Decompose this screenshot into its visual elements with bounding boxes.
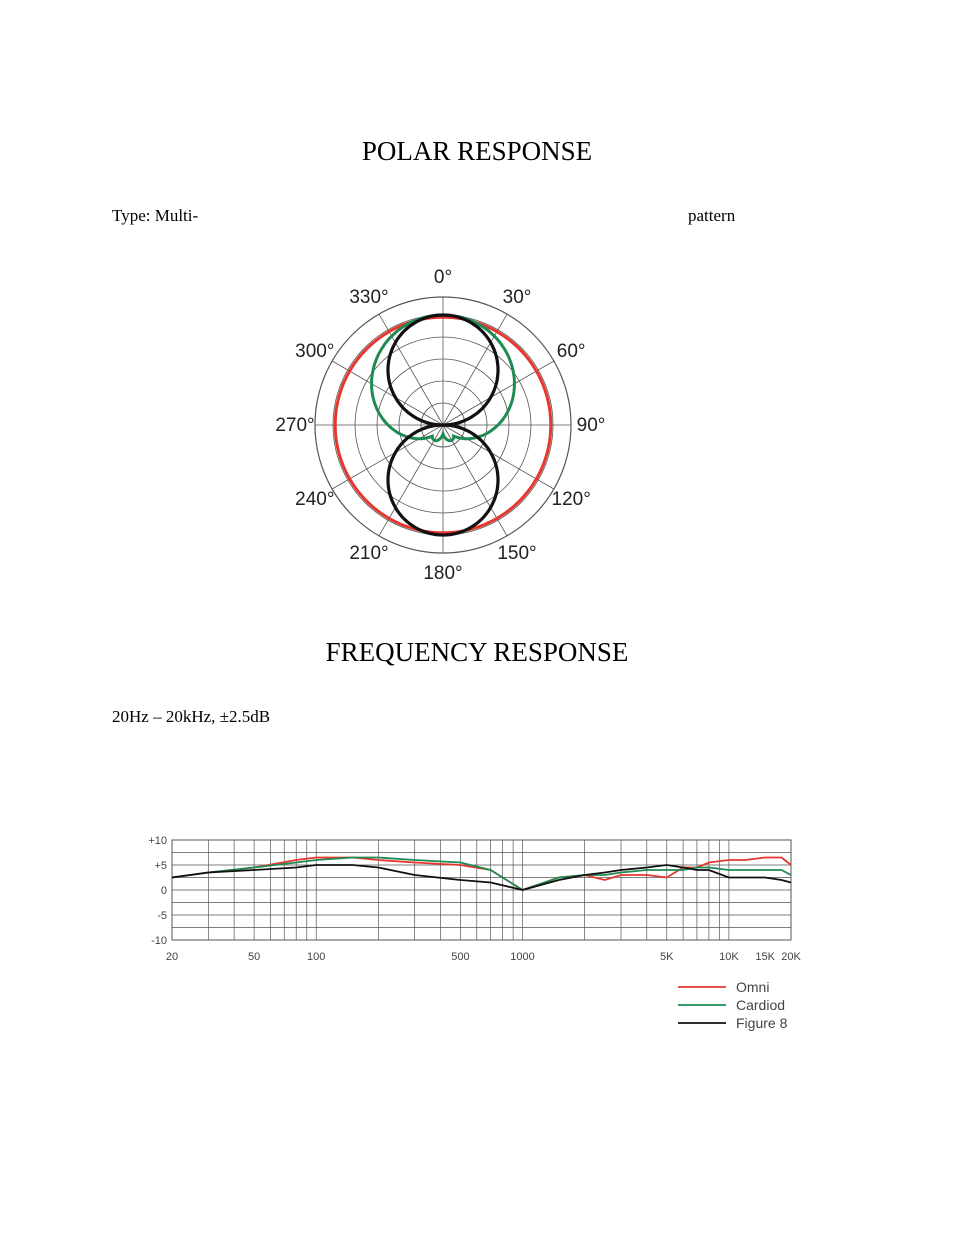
frequency-response-chart <box>135 830 815 1040</box>
polar-angle-label: 90° <box>576 415 606 436</box>
freq-legend-label: Cardiod <box>736 997 786 1013</box>
freq-x-tick-label: 20 <box>165 951 179 963</box>
polar-angle-label: 240° <box>295 489 335 510</box>
freq-x-tick-label: 100 <box>307 951 326 963</box>
frequency-range-text: 20Hz – 20kHz, ±2.5dB <box>112 707 271 726</box>
frequency-response-heading: FREQUENCY RESPONSE <box>325 637 629 667</box>
polar-angle-label: 210° <box>349 543 389 565</box>
freq-x-tick-label: 15K <box>755 951 776 963</box>
freq-legend-label: Figure 8 <box>736 1015 788 1031</box>
polar-angle-label: 30° <box>502 286 532 308</box>
freq-y-tick-label: -10 <box>151 935 167 947</box>
type-label: Type: Multi- <box>112 206 199 225</box>
polar-angle-label: 60° <box>556 341 586 362</box>
freq-y-tick-label: -5 <box>157 910 167 922</box>
freq-y-tick-label: +10 <box>148 835 167 847</box>
freq-series-omni <box>172 858 791 891</box>
polar-angle-label: 0° <box>433 268 453 288</box>
polar-response-chart <box>260 268 630 588</box>
freq-y-tick-label: 0 <box>160 885 167 897</box>
freq-x-tick-label: 50 <box>247 951 261 963</box>
polar-angle-label: 300° <box>295 341 335 362</box>
freq-x-tick-label: 20K <box>781 951 801 963</box>
polar-angle-label: 270° <box>275 415 315 436</box>
freq-x-tick-label: 5K <box>660 951 674 963</box>
polar-response-heading: POLAR RESPONSE <box>361 136 593 166</box>
type-label-suffix: pattern <box>688 206 736 225</box>
freq-legend-label: Omni <box>736 979 770 995</box>
freq-y-tick-label: +5 <box>154 860 167 872</box>
polar-angle-label: 120° <box>551 489 591 510</box>
polar-angle-label: 150° <box>497 543 537 565</box>
polar-angle-label: 180° <box>423 563 463 584</box>
polar-angle-label: 330° <box>349 286 389 308</box>
freq-series-cardiod <box>172 858 791 891</box>
freq-x-tick-label: 500 <box>451 951 470 963</box>
freq-x-tick-label: 10K <box>719 951 739 963</box>
freq-x-tick-label: 1000 <box>510 951 535 963</box>
